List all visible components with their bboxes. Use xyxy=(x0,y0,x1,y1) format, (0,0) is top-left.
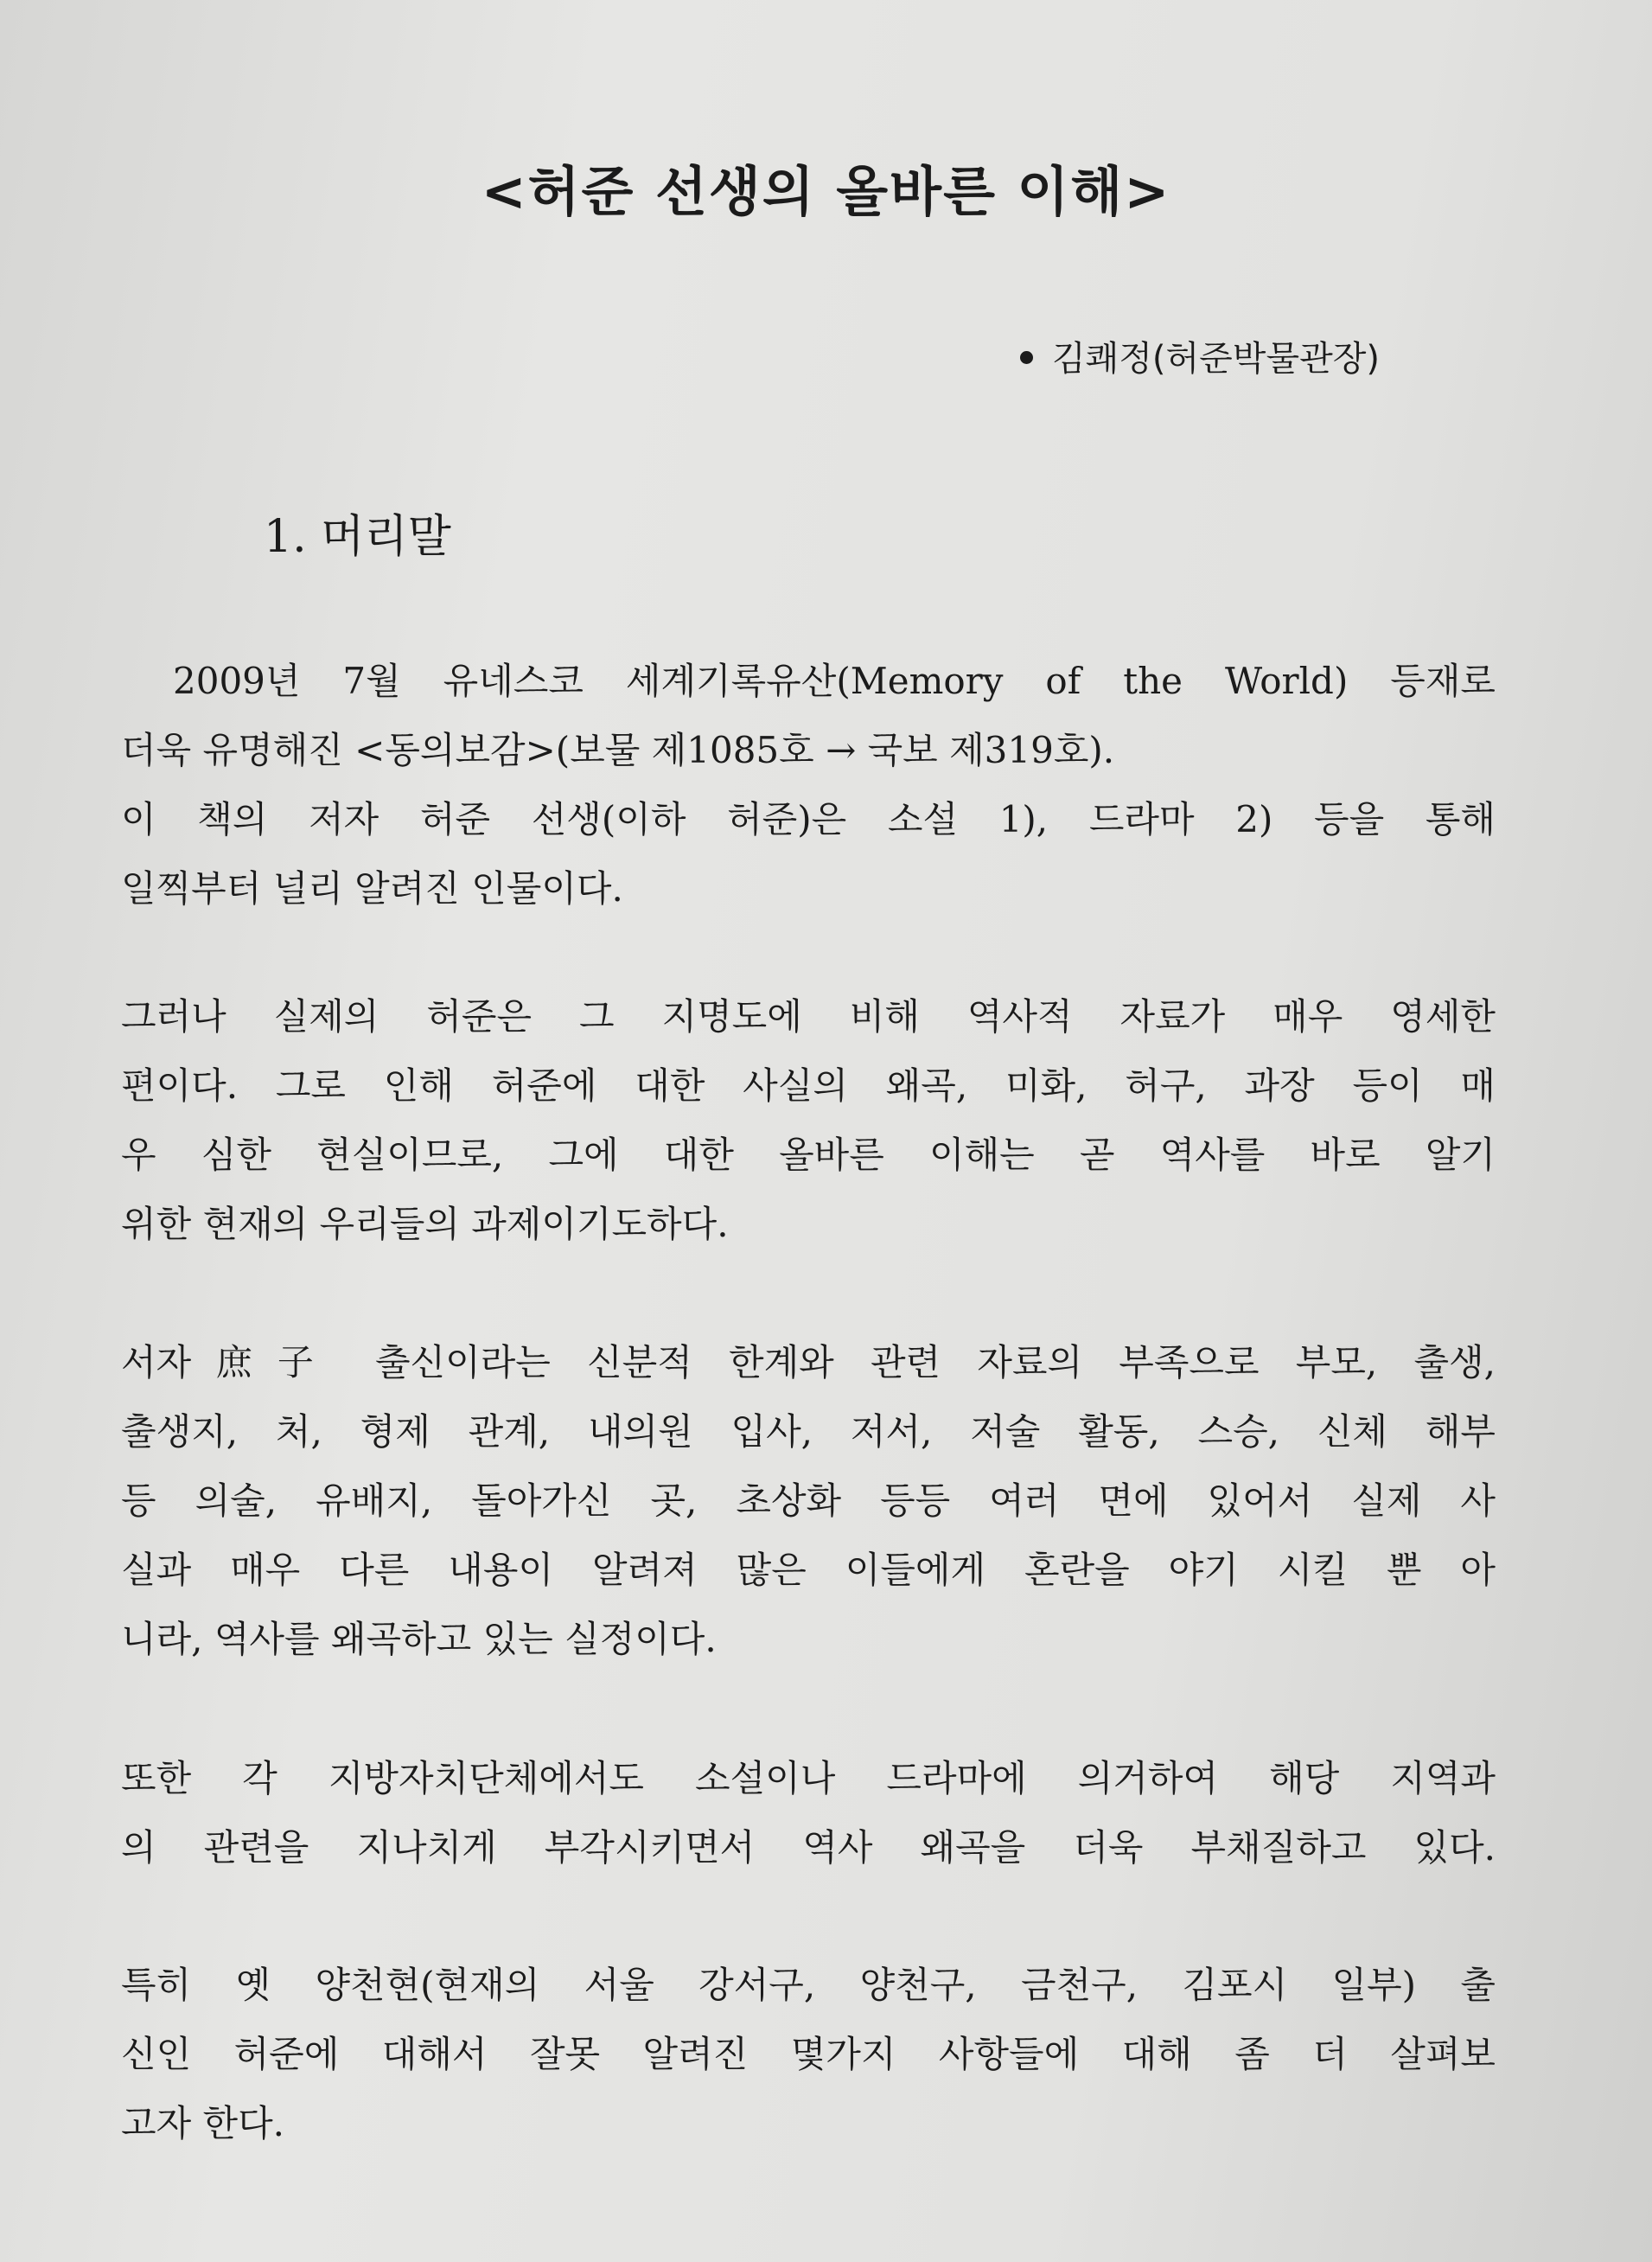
paragraph-line: 출생지, 처, 형제 관계, 내의원 입사, 저서, 저술 활동, 스승, 신체 해부 xyxy=(121,1410,1496,1453)
author-line xyxy=(1020,331,1380,380)
bullet-icon xyxy=(1020,351,1033,364)
paragraph-line: 니라, 역사를 왜곡하고 있는 실정이다. xyxy=(121,1618,717,1660)
paragraph-4 xyxy=(121,1744,1496,1882)
paragraph-line: 특히 옛 양천현(현재의 서울 강서구, 양천구, 금천구, 김포시 일부) 출 xyxy=(121,1964,1496,2006)
paragraph-line: 실과 매우 다른 내용이 알려져 많은 이들에게 혼란을 야기 시킬 뿐 아 xyxy=(121,1549,1496,1591)
paragraph-line: 편이다. 그로 인해 허준에 대한 사실의 왜곡, 미화, 허구, 과장 등이 매 xyxy=(121,1064,1496,1107)
paragraph-line: 그러나 실제의 허준은 그 지명도에 비해 역사적 자료가 매우 영세한 xyxy=(121,995,1496,1038)
paragraph-5 xyxy=(121,1951,1496,2158)
paragraph-line: 위한 현재의 우리들의 과제이기도하다. xyxy=(121,1203,729,1245)
paragraph-line: 또한 각 지방자치단체에서도 소설이나 드라마에 의거하여 해당 지역과 xyxy=(121,1757,1496,1799)
paragraph-line: 신인 허준에 대해서 잘못 알려진 몇가지 사항들에 대해 좀 더 살펴보 xyxy=(121,2033,1496,2075)
paragraph-3 xyxy=(121,1328,1496,1674)
document-title: <허준 선생의 올바른 이해> xyxy=(481,160,1171,223)
paragraph-line: 고자 한다. xyxy=(121,2102,284,2144)
author-name: 김쾌정(허준박물관장) xyxy=(1052,339,1380,379)
paragraph-line: 더욱 유명해진 <동의보감>(보물 제1085호 → 국보 제319호). xyxy=(121,729,1115,771)
paragraph-1 xyxy=(121,647,1496,923)
paragraph-line: 서자庶子 출신이라는 신분적 한계와 관련 자료의 부족으로 부모, 출생, xyxy=(121,1341,1496,1383)
paragraph-line: 우 심한 현실이므로, 그에 대한 올바른 이해는 곧 역사를 바로 알기 xyxy=(121,1134,1496,1176)
paragraph-line: 등 의술, 유배지, 돌아가신 곳, 초상화 등등 여러 면에 있어서 실제 사 xyxy=(121,1479,1496,1522)
paragraph-line: 일찍부터 널리 알려진 인물이다. xyxy=(121,867,623,910)
paragraph-line: 이 책의 저자 허준 선생(이하 허준)은 소설 1), 드라마 2) 등을 통해 xyxy=(121,798,1496,840)
section-heading: 1. 머리말 xyxy=(264,511,451,563)
paragraph-line: 2009년 7월 유네스코 세계기록유산(Memory of the World) 등재로 xyxy=(173,660,1496,702)
paragraph-2 xyxy=(121,982,1496,1259)
paragraph-line: 의 관련을 지나치게 부각시키면서 역사 왜곡을 더욱 부채질하고 있다. xyxy=(121,1826,1496,1869)
